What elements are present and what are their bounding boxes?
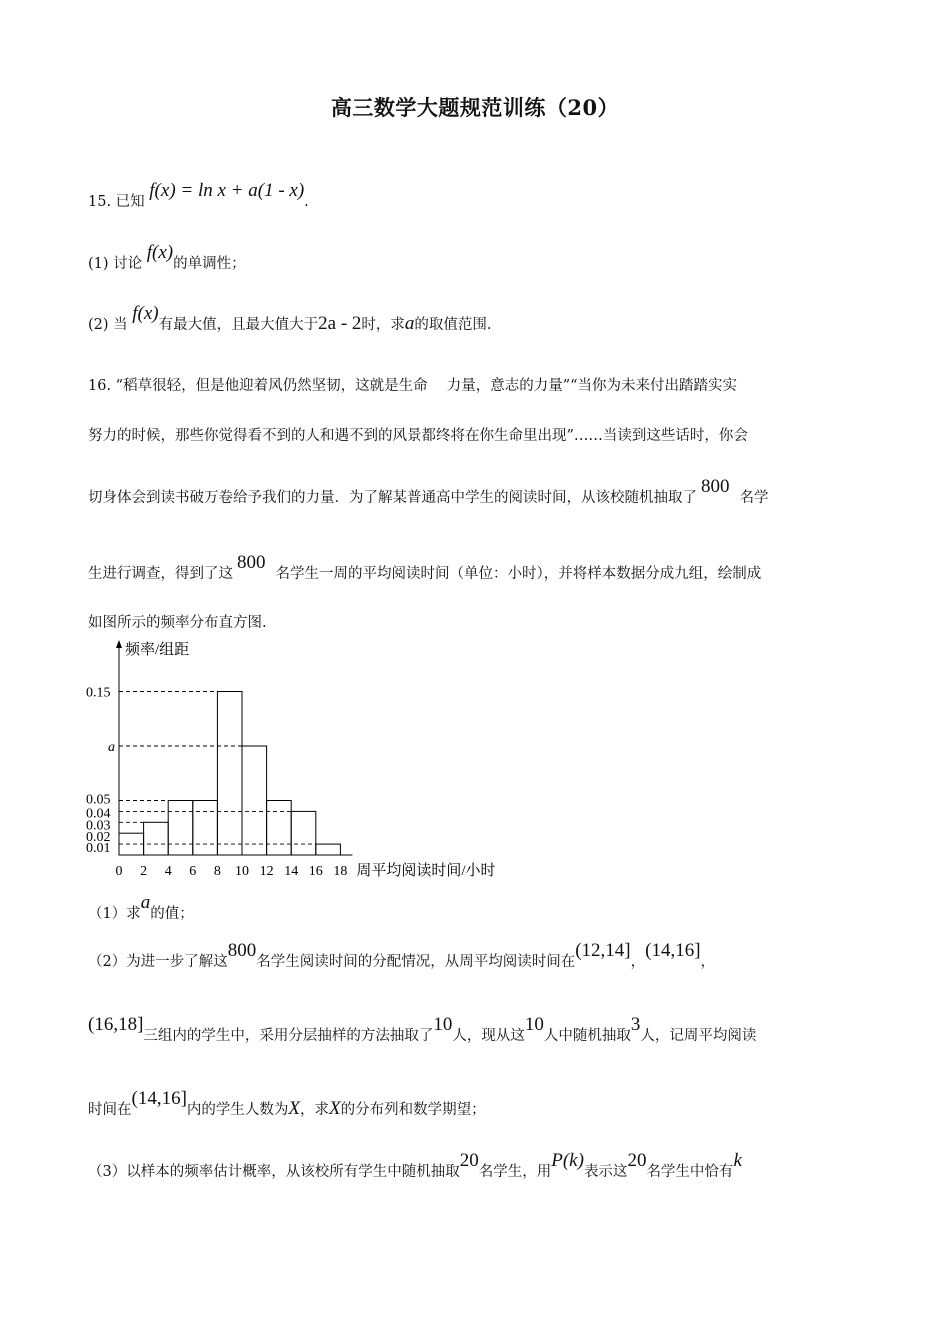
q16-line2: 努力的时候，那些你觉得看不到的人和遇不到的风景都终将在你生命里出现”……当读到这些话时，你会 [88,428,748,444]
x-tick-label: 4 [164,864,172,879]
x-tick-label: 6 [189,864,197,879]
y-tick-label: a [108,740,115,755]
histogram-bar [291,811,316,855]
y-axis-label: 频率/组距 [125,642,190,658]
x-tick-label: 14 [284,864,299,879]
histogram-plot [86,640,496,879]
x-tick-label: 8 [213,864,221,879]
x-tick-label: 2 [140,864,148,879]
frequency-histogram [84,636,534,886]
y-axis-arrow [116,640,122,648]
q15-number: 15. 已知 [88,194,145,210]
interval-14-16: (14,16] [645,940,701,961]
histogram-bar [242,746,267,855]
q16-line1: 16. “稻草很轻，但是他迎着风仍然坚韧，这就是生命 力量，意志的力量”“当你为未来付出踏踏实实 [88,378,738,394]
histogram-bar [316,844,341,855]
q16-sub2-line2: (16,18]三组内的学生中，采用分层抽样的方法抽取了10人，现从这10人中随机抽取3人，记周平均阅读 [88,1014,757,1044]
x-tick-label: 0 [115,864,123,879]
q15-part2: (2) 当 f(x)有最大值，且最大值大于2a - 2时，求a的取值范围. [88,303,492,334]
histogram-bar [168,801,193,856]
q15-part1: (1) 讨论 f(x)的单调性； [88,242,246,272]
q16-line4: 生进行调查，得到了这800名学生一周的平均阅读时间（单位：小时），并将样本数据分成九组，绘制成 [88,552,762,582]
q16-sub3: （3）以样本的频率估计概率，从该校所有学生中随机抽取20名学生，用P(k)表示这20名学生中恰有k [88,1150,742,1180]
histogram-bar [144,822,169,855]
q16-sub1: （1）求a的值； [88,892,194,922]
q15-stem: 15. 已知 f(x) = ln x + a(1 - x). [88,180,309,210]
fx-expression: f(x) [146,242,174,263]
fx-expression: f(x) [132,303,159,324]
page-title: 高三数学大题规范训练（20） [330,95,620,120]
q15-formula: f(x) = ln x + a(1 - x) [149,180,305,201]
x-tick-label: 12 [259,864,274,879]
histogram-bar [193,801,218,856]
histogram-bar [267,801,292,856]
y-tick-label: 0.01 [86,841,111,857]
y-tick-label: 0.05 [86,792,111,808]
y-tick-label: 0.04 [86,806,111,822]
q16-sub2: （2）为进一步了解这800名学生阅读时间的分配情况，从周平均阅读时间在(12,14]，(14,16]， [88,940,716,970]
x-tick-label: 16 [308,864,323,879]
q16-sub2-line3: 时间在(14,16]内的学生人数为X，求X的分布列和数学期望； [88,1088,486,1119]
interval-16-18: (16,18] [88,1014,144,1035]
y-tick-label: 0.15 [86,685,111,701]
x-tick-label: 10 [235,864,249,879]
interval-12-14: (12,14] [575,940,631,961]
y-tick-label: 0.02 [86,830,111,846]
y-tick-label: 0.03 [86,818,111,834]
max-bound-expression: 2a - 2 [318,313,362,334]
q16-line5: 如图所示的频率分布直方图. [88,615,267,631]
x-axis-label: 周平均阅读时间/小时 [356,863,496,879]
histogram-bar [217,692,242,856]
q16-line3: 切身体会到读书破万卷给予我们的力量．为了解某普通高中学生的阅读时间，从该校随机抽取了800名学 [88,476,769,506]
x-tick-label: 18 [333,864,348,879]
